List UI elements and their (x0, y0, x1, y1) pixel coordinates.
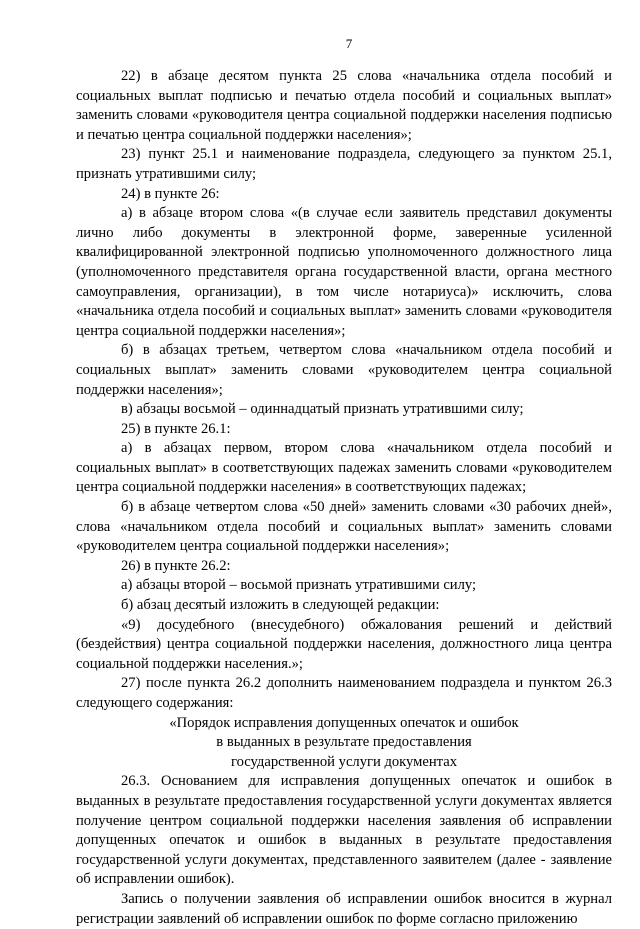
paragraph-journal-record: Запись о получении заявления об исправлении ошибок вносится в журнал регистрации заявлений об исправлении ошибок по форме согласно приложению (76, 890, 612, 927)
paragraph-24-v: в) абзацы восьмой – одиннадцатый признать утратившими силу; (121, 401, 524, 418)
document-body (76, 67, 612, 929)
paragraph-24: 24) в пункте 26: (121, 185, 220, 202)
section-heading-line-2: в выданных в результате предоставления (216, 734, 472, 751)
paragraph-26: 26) в пункте 26.2: (121, 557, 231, 574)
paragraph-25-a: а) в абзацах первом, втором слова «начальником отдела пособий и социальных выплат» в соответствующих падежах заменить словами «руководителем центра социальной поддержки населения» в соответствующих падежах; (76, 440, 612, 496)
paragraph-27: 27) после пункта 26.2 дополнить наименованием подраздела и пунктом 26.3 следующего содержания: (76, 675, 612, 711)
paragraph-25: 25) в пункте 26.1: (121, 420, 231, 437)
section-heading-line-1: «Порядок исправления допущенных опечаток и ошибок (169, 714, 519, 731)
paragraph-23: 23) пункт 25.1 и наименование подраздела, следующего за пунктом 25.1, признать утратившими силу; (76, 146, 612, 182)
page-number: 7 (345, 36, 353, 51)
paragraph-24-b: б) в абзацах третьем, четвертом слова «начальником отдела пособий и социальных выплат» заменить словами «руководителем центра социальной поддержки населения»; (76, 342, 612, 398)
paragraph-26-3: 26.3. Основанием для исправления допущенных опечаток и ошибок в выданных в результате предоставления государственной услуги документах является получение центром социальной поддержки населения заявления об исправлении допущенных опечаток и ошибок в выданных в результате предоставления государственной услуги документах, представленного заявителем (далее - заявление об исправлении ошибок). (76, 773, 612, 888)
paragraph-26-b: б) абзац десятый изложить в следующей редакции: (121, 597, 440, 614)
paragraph-quote-9: «9) досудебного (внесудебного) обжалования решений и действий (бездействия) центра социальной поддержки населения, должностного лица центра социальной поддержки населения.»; (76, 616, 612, 672)
paragraph-22: 22) в абзаце десятом пункта 25 слова «начальника отдела пособий и социальных выплат подписью и печатью отдела пособий и социальных выплат» заменить словами «руководителя центра социальной поддержки населения подписью и печатью центра социальной поддержки населения»; (76, 68, 612, 143)
paragraph-24-a: а) в абзаце втором слова «(в случае если заявитель представил документы лично либо документы в электронной форме, заверенные усиленной квалифицированной электронной подписью уполномоченного должностного лица (уполномоченного представителя органа государственной власти, органа местного самоуправления, организации), в том числе нотариуса)» исключить, слова «начальника отдела пособий и социальных выплат» заменить словами «руководителя центра социальной поддержки населения»; (76, 205, 612, 339)
paragraph-25-b: б) в абзаце четвертом слова «50 дней» заменить словами «30 рабочих дней», слова «начальником отдела пособий и социальных выплат» заменить словами «руководителем центра социальной поддержки населения»; (76, 499, 612, 555)
paragraph-26-a: а) абзацы второй – восьмой признать утратившими силу; (121, 577, 477, 594)
section-heading-line-3: государственной услуги документах (230, 753, 458, 770)
